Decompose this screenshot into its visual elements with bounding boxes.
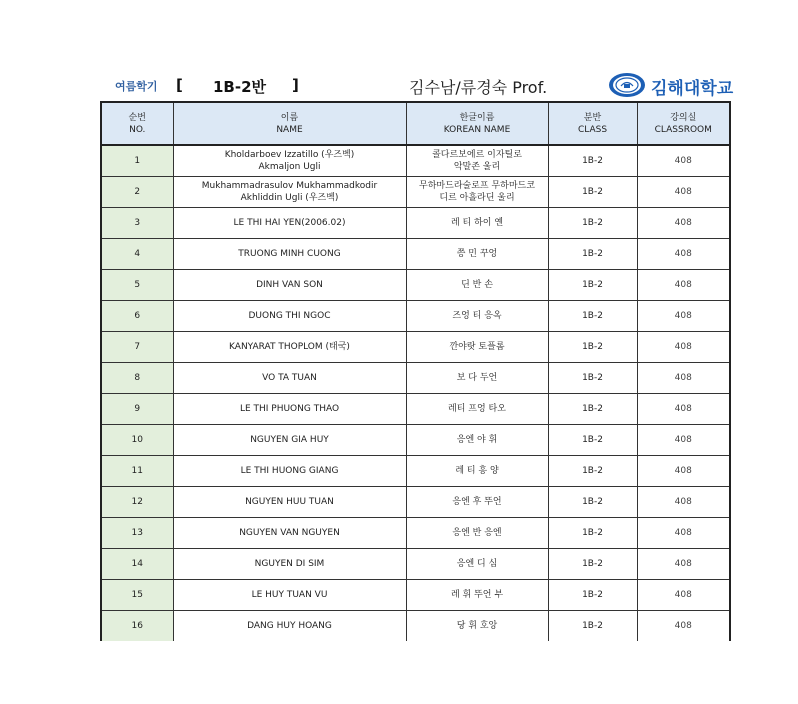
cell-no: 3 [101, 208, 173, 239]
table-row [101, 456, 730, 487]
table-row [101, 580, 730, 611]
cell-class: 1B-2 [548, 363, 637, 394]
cell-class: 1B-2 [548, 456, 637, 487]
cell-name: NGUYEN HUU TUAN [173, 487, 406, 518]
table-row [101, 611, 730, 642]
cell-no: 2 [101, 177, 173, 208]
cell-classroom: 408 [637, 177, 730, 208]
table-row [101, 518, 730, 549]
cell-name: NGUYEN VAN NGUYEN [173, 518, 406, 549]
cell-classroom: 408 [637, 611, 730, 642]
table-row [101, 487, 730, 518]
header-class: 분반 CLASS [548, 102, 637, 145]
cell-name: Mukhammadrasulov Mukhammadkodir Akhliddin Ugli (우즈벡) [173, 177, 406, 208]
cell-name: DANG HUY HOANG [173, 611, 406, 642]
cell-korean-name: 응엔 후 뚜언 [406, 487, 548, 518]
cell-class: 1B-2 [548, 270, 637, 301]
cell-class: 1B-2 [548, 145, 637, 177]
table-row [101, 145, 730, 177]
cell-korean-name: 레 티 하이 옌 [406, 208, 548, 239]
cell-classroom: 408 [637, 239, 730, 270]
header-no: 순번 NO. [101, 102, 173, 145]
header-classroom: 강의실 CLASSROOM [637, 102, 730, 145]
cell-classroom: 408 [637, 208, 730, 239]
cell-no: 7 [101, 332, 173, 363]
cell-class: 1B-2 [548, 239, 637, 270]
university-seal-icon [608, 72, 646, 98]
cell-no: 9 [101, 394, 173, 425]
cell-korean-name: 쯩 민 꾸엉 [406, 239, 548, 270]
cell-class: 1B-2 [548, 208, 637, 239]
cell-classroom: 408 [637, 518, 730, 549]
cell-class: 1B-2 [548, 177, 637, 208]
header-korean-name: 한글이름 KOREAN NAME [406, 102, 548, 145]
table-row [101, 177, 730, 208]
cell-class: 1B-2 [548, 487, 637, 518]
table-header-row [101, 102, 730, 145]
cell-no: 10 [101, 425, 173, 456]
cell-no: 6 [101, 301, 173, 332]
cell-no: 14 [101, 549, 173, 580]
table-row [101, 239, 730, 270]
cell-no: 16 [101, 611, 173, 642]
cell-korean-name: 당 휘 호앙 [406, 611, 548, 642]
student-roster-table [100, 101, 731, 641]
cell-class: 1B-2 [548, 425, 637, 456]
cell-korean-name: 레 휘 뚜언 부 [406, 580, 548, 611]
cell-no: 11 [101, 456, 173, 487]
cell-classroom: 408 [637, 487, 730, 518]
cell-classroom: 408 [637, 549, 730, 580]
cell-no: 5 [101, 270, 173, 301]
cell-classroom: 408 [637, 456, 730, 487]
cell-class: 1B-2 [548, 549, 637, 580]
cell-korean-name: 보 다 두언 [406, 363, 548, 394]
cell-no: 12 [101, 487, 173, 518]
cell-class: 1B-2 [548, 518, 637, 549]
table-row [101, 208, 730, 239]
cell-name: LE THI HUONG GIANG [173, 456, 406, 487]
cell-no: 8 [101, 363, 173, 394]
cell-name: LE THI PHUONG THAO [173, 394, 406, 425]
cell-classroom: 408 [637, 425, 730, 456]
cell-korean-name: 레티 프엉 타오 [406, 394, 548, 425]
cell-classroom: 408 [637, 270, 730, 301]
cell-korean-name: 즈엉 티 응옥 [406, 301, 548, 332]
class-name: 1B-2반 [213, 78, 267, 96]
cell-class: 1B-2 [548, 332, 637, 363]
bracket-open: [ [176, 76, 183, 94]
cell-name: Kholdarboev Izzatillo (우즈벡) Akmaljon Ugli [173, 145, 406, 177]
cell-name: TRUONG MINH CUONG [173, 239, 406, 270]
cell-name: LE THI HAI YEN(2006.02) [173, 208, 406, 239]
professor-name: 김수남/류경숙 Prof. [409, 78, 548, 97]
bracket-close: ] [292, 76, 299, 94]
cell-class: 1B-2 [548, 394, 637, 425]
term-label: 여름학기 [115, 80, 158, 93]
table-row [101, 301, 730, 332]
cell-classroom: 408 [637, 580, 730, 611]
cell-class: 1B-2 [548, 580, 637, 611]
cell-name: DINH VAN SON [173, 270, 406, 301]
cell-class: 1B-2 [548, 301, 637, 332]
cell-classroom: 408 [637, 145, 730, 177]
cell-korean-name: 무하마드라술로프 무하마드코 디르 아흘라딘 울리 [406, 177, 548, 208]
table-row [101, 549, 730, 580]
header-name: 이름 NAME [173, 102, 406, 145]
cell-name: NGUYEN DI SIM [173, 549, 406, 580]
university-name: 김해대학교 [651, 79, 734, 99]
cell-classroom: 408 [637, 363, 730, 394]
cell-name: DUONG THI NGOC [173, 301, 406, 332]
cell-no: 13 [101, 518, 173, 549]
cell-classroom: 408 [637, 301, 730, 332]
cell-classroom: 408 [637, 394, 730, 425]
cell-class: 1B-2 [548, 611, 637, 642]
cell-classroom: 408 [637, 332, 730, 363]
table-body [101, 145, 730, 641]
cell-korean-name: 레 티 흥 양 [406, 456, 548, 487]
cell-no: 4 [101, 239, 173, 270]
table-row [101, 270, 730, 301]
cell-name: LE HUY TUAN VU [173, 580, 406, 611]
table-row [101, 425, 730, 456]
cell-name: NGUYEN GIA HUY [173, 425, 406, 456]
table-row [101, 363, 730, 394]
cell-korean-name: 응엔 디 심 [406, 549, 548, 580]
document-header [0, 0, 798, 100]
cell-korean-name: 딘 반 손 [406, 270, 548, 301]
cell-korean-name: 응엔 야 휘 [406, 425, 548, 456]
cell-name: VO TA TUAN [173, 363, 406, 394]
cell-korean-name: 깐야랏 토플롬 [406, 332, 548, 363]
cell-korean-name: 응엔 반 응엔 [406, 518, 548, 549]
cell-no: 15 [101, 580, 173, 611]
cell-no: 1 [101, 145, 173, 177]
table-row [101, 332, 730, 363]
cell-name: KANYARAT THOPLOM (태국) [173, 332, 406, 363]
table-row [101, 394, 730, 425]
cell-korean-name: 콜다르보에르 이자틸로 악말존 울리 [406, 145, 548, 177]
